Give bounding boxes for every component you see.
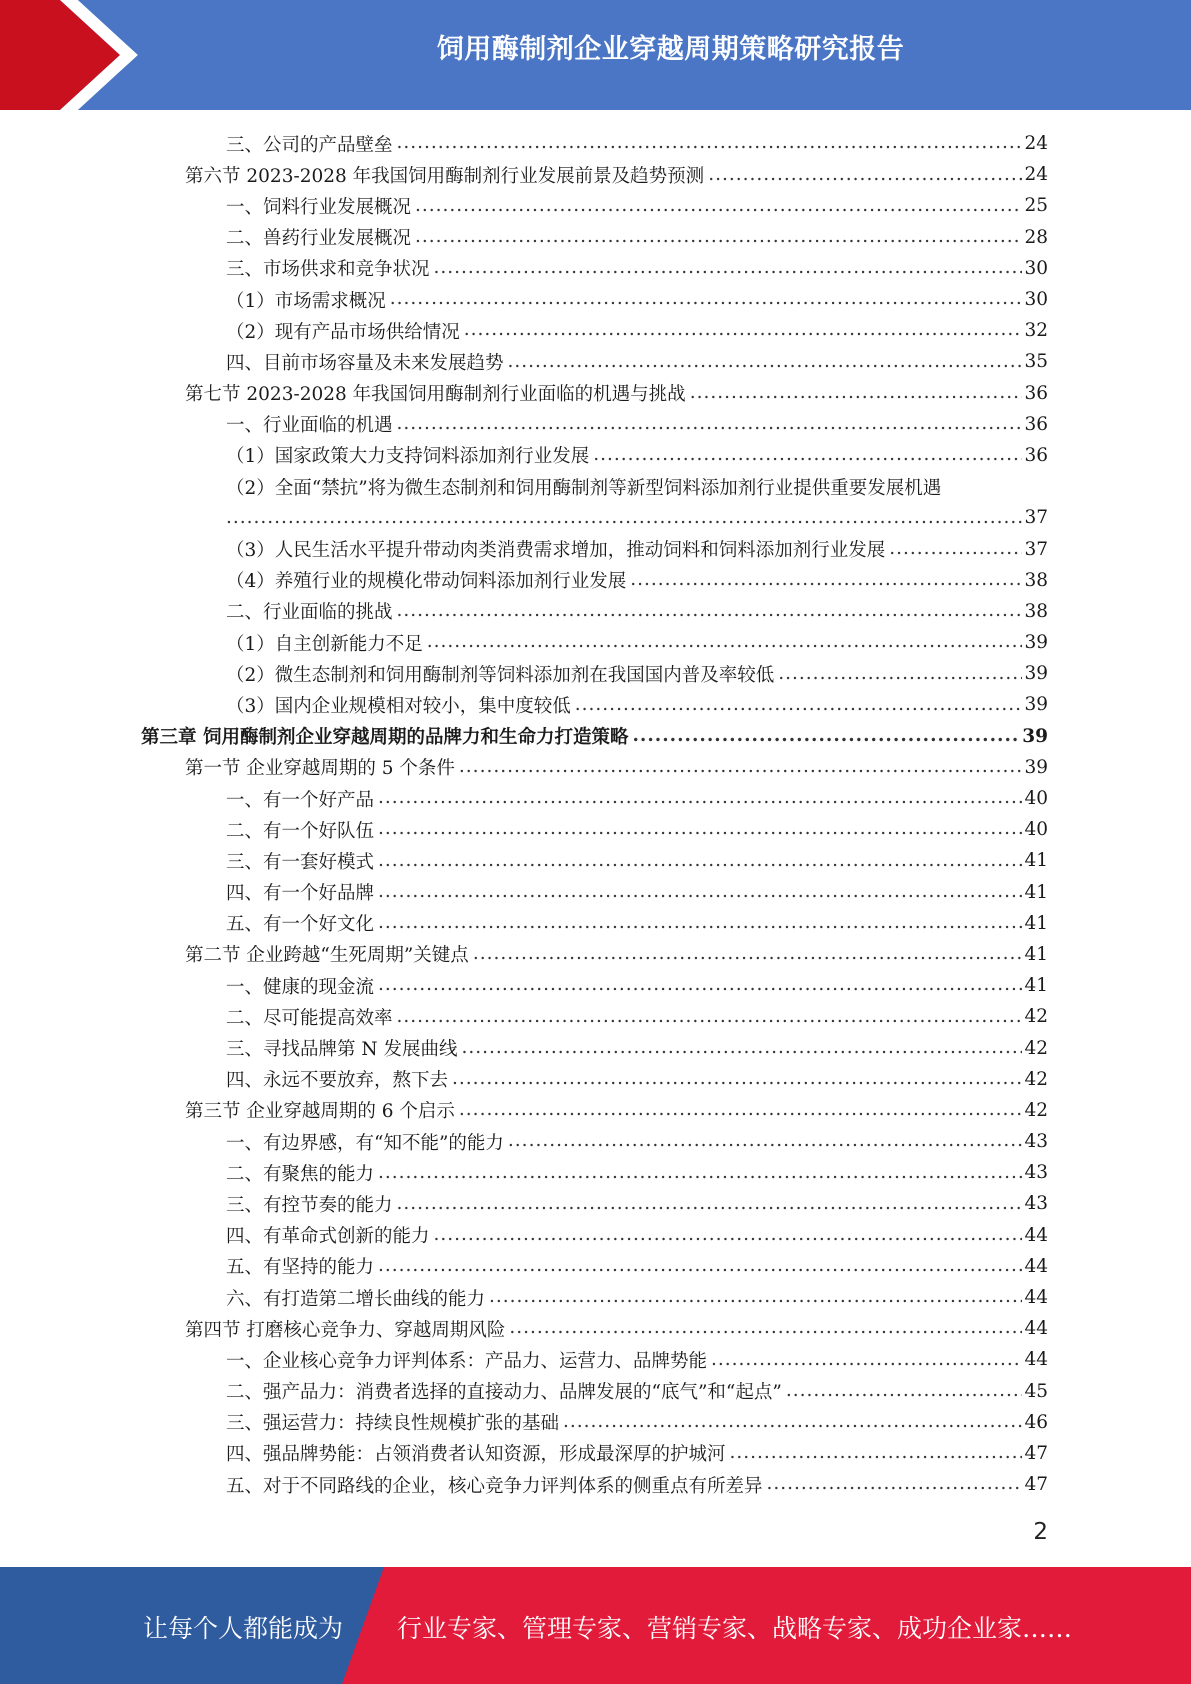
toc-dot-leader [730,1444,1023,1463]
toc-dot-leader [378,883,1022,902]
toc-entry[interactable] [0,1157,1191,1188]
toc-entry-label: 三、有控节奏的能力 [226,1191,397,1217]
toc-entry-label: 一、有一个好产品 [226,786,378,812]
toc-dot-leader [778,665,1022,684]
toc-entry-page: 42 [1024,1037,1048,1059]
toc-dot-leader [690,384,1023,403]
footer-slogan-right: 行业专家、管理专家、营销专家、战略专家、成功企业家…… [397,1614,1073,1643]
toc-entry-page: 24 [1024,164,1048,186]
toc-entry[interactable] [0,1376,1191,1407]
report-title: 饲用酶制剂企业穿越周期策略研究报告 [436,34,905,65]
toc-entry-page: 41 [1024,912,1048,934]
toc-dot-leader [390,290,1023,309]
toc-entry-label: 四、有一个好品牌 [226,879,378,905]
toc-entry-label: 二、有一个好队伍 [226,817,378,843]
toc-entry-page: 37 [1024,538,1048,560]
toc-entry-label: （1）市场需求概况 [226,287,390,313]
toc-entry-page: 43 [1024,1131,1048,1153]
toc-dot-leader [473,945,1023,964]
toc-entry-page: 42 [1024,1006,1048,1028]
toc-dot-leader [378,1257,1022,1276]
toc-dot-leader [378,976,1022,995]
header-arrow-decoration [0,0,150,110]
toc-entry-page: 43 [1024,1193,1048,1215]
toc-entry-label: （3）国内企业规模相对较小，集中度较低 [226,692,575,718]
toc-entry[interactable] [0,533,1191,564]
toc-entry-page: 24 [1024,133,1048,155]
toc-entry-label: （1）国家政策大力支持饲料添加剂行业发展 [226,442,593,468]
toc-dot-leader [378,914,1022,933]
toc-entry-page: 45 [1024,1380,1048,1402]
toc-dot-leader [397,1195,1023,1214]
toc-entry[interactable] [0,1407,1191,1438]
toc-entry-label: 三、强运营力：持续良性规模扩张的基础 [226,1409,563,1435]
toc-entry[interactable] [0,1001,1191,1032]
toc-dot-leader [459,1101,1023,1120]
toc-entry[interactable] [0,814,1191,845]
toc-entry[interactable] [0,284,1191,315]
toc-entry-label: （3）人民生活水平提升带动肉类消费需求增加，推动饲料和饲料添加剂行业发展 [226,536,889,562]
toc-entry-page: 30 [1024,257,1048,279]
toc-entry-page: 35 [1024,351,1048,373]
toc-entry-page: 40 [1024,819,1048,841]
toc-entry-label: 一、有边界感，有“知不能”的能力 [226,1129,508,1155]
toc-entry-label: （2）现有产品市场供给情况 [226,318,464,344]
toc-entry-label: 三、有一套好模式 [226,848,378,874]
toc-entry-page: 41 [1024,975,1048,997]
toc-entry-label: 第二节 企业跨越“生死周期”关键点 [185,941,473,967]
toc-entry-page: 38 [1024,569,1048,591]
toc-entry-label: 二、尽可能提高效率 [226,1004,397,1030]
toc-entry-label: 四、目前市场容量及未来发展趋势 [226,349,508,375]
toc-entry[interactable] [0,565,1191,596]
toc-dot-leader [889,540,1022,559]
report-header [0,0,1191,110]
toc-entry-page: 39 [1024,694,1048,716]
toc-entry[interactable] [0,908,1191,939]
toc-entry-page: 44 [1024,1224,1048,1246]
toc-entry[interactable] [0,721,1191,752]
toc-entry-label: 第三节 企业穿越周期的 6 个启示 [185,1097,459,1123]
toc-dot-leader [786,1382,1023,1401]
toc-entry-page: 38 [1024,600,1048,622]
toc-dot-leader [630,571,1022,590]
toc-entry-page: 39 [1022,725,1048,747]
toc-dot-leader [434,259,1023,278]
toc-entry-label: 第七节 2023-2028 年我国饲用酶制剂行业面临的机遇与挑战 [185,380,690,406]
toc-entry-page: 41 [1024,881,1048,903]
toc-entry-page: 36 [1024,413,1048,435]
toc-dot-leader [378,852,1022,871]
toc-entry[interactable] [0,1095,1191,1126]
toc-entry-label: （2）微生态制剂和饲用酶制剂等饲料添加剂在我国国内普及率较低 [226,661,778,687]
toc-dot-leader [397,1008,1023,1027]
toc-entry-label: 第三章 饲用酶制剂企业穿越周期的品牌力和生命力打造策略 [141,723,632,749]
toc-dot-leader [415,197,1022,216]
toc-entry-label: 三、公司的产品壁垒 [226,131,397,157]
toc-entry[interactable] [0,627,1191,658]
toc-entry[interactable] [0,1032,1191,1063]
toc-entry[interactable] [0,253,1191,284]
toc-dot-leader [452,1070,1022,1089]
toc-entry-label: 二、有聚焦的能力 [226,1160,378,1186]
toc-entry[interactable] [0,128,1191,159]
toc-dot-leader [461,1039,1022,1058]
toc-entry-page: 46 [1024,1411,1048,1433]
toc-dot-leader [632,727,1020,746]
toc-dot-leader [489,1288,1022,1307]
toc-dot-leader [415,228,1022,247]
toc-dot-leader [509,1319,1022,1338]
toc-entry-page: 32 [1024,320,1048,342]
footer-banner [0,1567,1191,1684]
toc-entry-label: 四、有革命式创新的能力 [226,1222,434,1248]
toc-entry-page: 39 [1024,756,1048,778]
toc-entry[interactable] [0,689,1191,720]
toc-entry-label: 一、饲料行业发展概况 [226,193,415,219]
toc-entry-page: 44 [1024,1349,1048,1371]
toc-entry[interactable] [0,658,1191,689]
toc-entry-page: 28 [1024,226,1048,248]
toc-entry[interactable] [0,970,1191,1001]
toc-dot-leader [378,1164,1022,1183]
toc-dot-leader [397,134,1023,153]
table-of-contents [0,128,1191,1500]
toc-entry-page: 30 [1024,289,1048,311]
toc-entry[interactable] [0,596,1191,627]
toc-entry-page: 37 [1024,507,1048,529]
toc-dot-leader [464,321,1023,340]
toc-entry-page: 41 [1024,850,1048,872]
toc-dot-leader [427,633,1023,652]
toc-entry-page: 25 [1024,195,1048,217]
toc-entry[interactable] [0,315,1191,346]
toc-entry-label: 一、行业面临的机遇 [226,411,397,437]
toc-entry-label: 五、有坚持的能力 [226,1253,378,1279]
toc-entry-page: 39 [1024,632,1048,654]
toc-entry-page: 36 [1024,382,1048,404]
toc-entry-page: 47 [1024,1474,1048,1496]
toc-entry-label: 二、行业面临的挑战 [226,598,397,624]
toc-entry[interactable] [0,1344,1191,1375]
toc-entry[interactable] [0,346,1191,377]
toc-entry-label: 一、企业核心竞争力评判体系：产品力、运营力、品牌势能 [226,1347,711,1373]
toc-entry-page: 47 [1024,1442,1048,1464]
toc-entry-page: 42 [1024,1099,1048,1121]
toc-entry[interactable] [0,471,1191,533]
toc-entry[interactable] [0,1188,1191,1219]
toc-entry-label: 三、寻找品牌第 N 发展曲线 [226,1035,461,1061]
toc-entry[interactable] [0,1282,1191,1313]
toc-dot-leader [378,789,1022,808]
toc-dot-leader [708,166,1022,185]
toc-entry-page: 40 [1024,788,1048,810]
toc-dot-leader [508,1132,1023,1151]
toc-entry[interactable] [0,877,1191,908]
toc-entry-page: 43 [1024,1162,1048,1184]
toc-entry-label: 三、市场供求和竞争状况 [226,255,434,281]
toc-entry[interactable] [0,1251,1191,1282]
toc-entry[interactable] [0,752,1191,783]
toc-entry[interactable] [0,222,1191,253]
toc-dot-leader [397,415,1023,434]
toc-entry-label: 五、有一个好文化 [226,910,378,936]
toc-dot-leader [711,1351,1022,1370]
toc-entry-label: 一、健康的现金流 [226,973,378,999]
toc-entry[interactable] [0,159,1191,190]
toc-entry-page: 42 [1024,1068,1048,1090]
toc-entry-label: 四、强品牌势能：占领消费者认知资源，形成最深厚的护城河 [226,1440,730,1466]
page-number: 2 [1033,1519,1048,1545]
toc-entry-page: 44 [1024,1255,1048,1277]
toc-entry[interactable] [0,1469,1191,1500]
toc-entry-page: 41 [1024,943,1048,965]
toc-entry[interactable] [0,783,1191,814]
toc-dot-leader [575,696,1023,715]
toc-dot-leader [593,446,1022,465]
toc-entry[interactable] [0,1313,1191,1344]
toc-entry-page: 36 [1024,444,1048,466]
toc-dot-leader [508,353,1023,372]
footer-slogan-left: 让每个人都能成为 [143,1614,344,1643]
toc-entry-label: 二、兽药行业发展概况 [226,224,415,250]
toc-dot-leader [563,1413,1022,1432]
toc-entry[interactable] [0,440,1191,471]
toc-entry[interactable] [0,1064,1191,1095]
toc-entry-label: 二、强产品力：消费者选择的直接动力、品牌发展的“底气”和“起点” [226,1378,786,1404]
toc-entry[interactable] [0,1438,1191,1469]
toc-entry[interactable] [0,409,1191,440]
toc-entry-page: 39 [1024,663,1048,685]
toc-entry-label: 五、对于不同路线的企业，核心竞争力评判体系的侧重点有所差异 [226,1472,767,1498]
toc-entry-label: （2）全面“禁抗”将为微生态制剂和饲用酶制剂等新型饲料添加剂行业提供重要发展机遇 [226,474,945,500]
toc-dot-leader [767,1475,1023,1494]
toc-entry[interactable] [0,845,1191,876]
toc-entry-page: 44 [1024,1318,1048,1340]
toc-dot-leader [397,602,1023,621]
toc-entry[interactable] [0,378,1191,409]
toc-dot-leader [434,1226,1023,1245]
toc-entry[interactable] [0,1220,1191,1251]
toc-entry-label: 六、有打造第二增长曲线的能力 [226,1285,489,1311]
toc-entry[interactable] [0,939,1191,970]
toc-entry[interactable] [0,1126,1191,1157]
toc-entry[interactable] [0,190,1191,221]
toc-entry-label: 四、永远不要放弃，熬下去 [226,1066,452,1092]
toc-entry-page: 44 [1024,1287,1048,1309]
toc-entry-label: 第四节 打磨核心竞争力、穿越周期风险 [185,1316,509,1342]
toc-entry-label: （1）自主创新能力不足 [226,630,427,656]
toc-dot-leader [226,509,1022,528]
toc-entry-label: 第六节 2023-2028 年我国饲用酶制剂行业发展前景及趋势预测 [185,162,708,188]
toc-dot-leader [459,758,1023,777]
toc-entry-label: （4）养殖行业的规模化带动饲料添加剂行业发展 [226,567,630,593]
toc-entry-label: 第一节 企业穿越周期的 5 个条件 [185,754,459,780]
toc-dot-leader [378,820,1022,839]
